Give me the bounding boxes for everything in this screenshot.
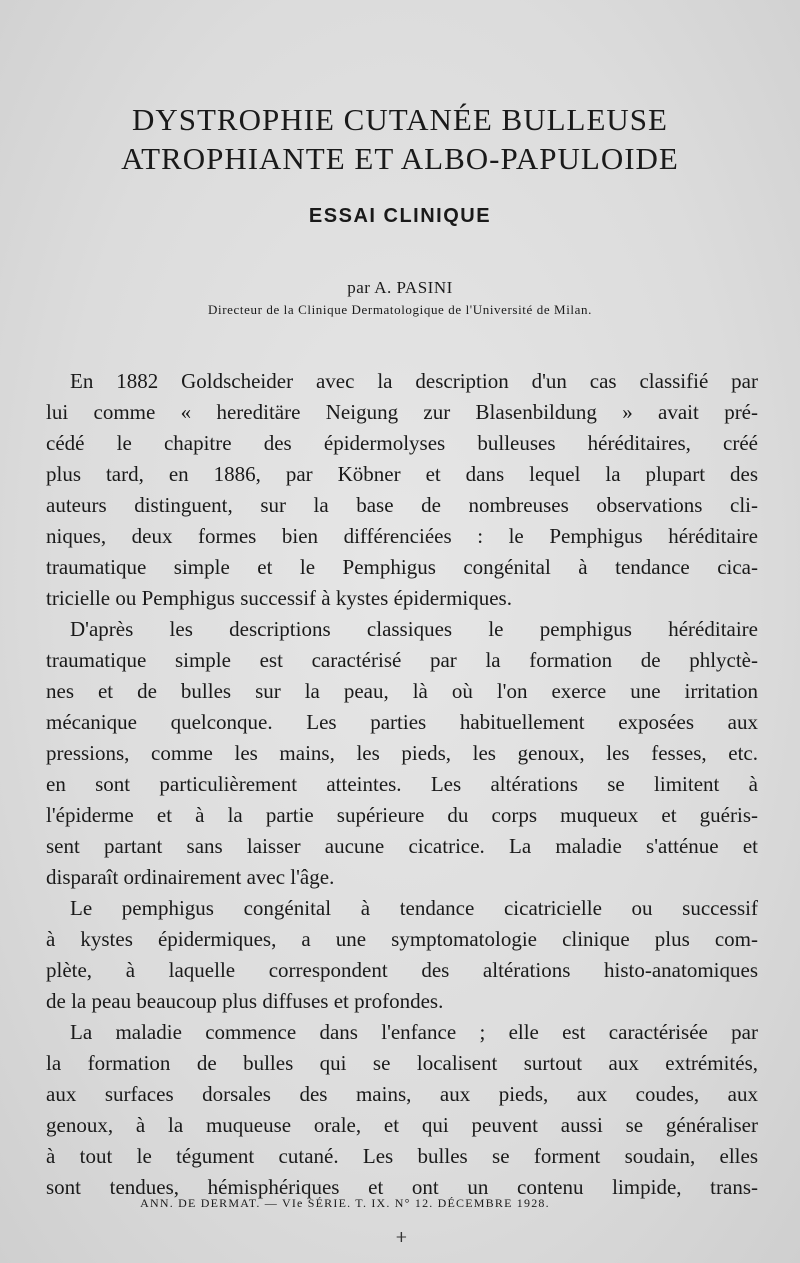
body-line: Le pemphigus congénital à tendance cicatricielle ou successif — [70, 896, 758, 920]
body-line: En 1882 Goldscheider avec la description d'un cas classifié par — [70, 369, 758, 393]
author-affiliation: Directeur de la Clinique Dermatologique de l'Université de Milan. — [208, 302, 592, 317]
body-line: la formation de bulles qui se localisent surtout aux extrémités, — [46, 1051, 758, 1075]
body-line: plus tard, en 1886, par Köbner et dans lequel la plupart des — [46, 462, 758, 486]
body-line: sent partant sans laisser aucune cicatrice. La maladie s'atténue et — [46, 834, 758, 858]
body-line: plète, à laquelle correspondent des altérations histo-anatomiques — [46, 958, 758, 982]
ink-speck: ⵜ — [396, 1231, 407, 1246]
body-line: pressions, comme les mains, les pieds, les genoux, les fesses, etc. — [46, 741, 758, 765]
body-line: sont tendues, hémisphériques et ont un contenu limpide, trans- — [46, 1175, 758, 1199]
page-footer-citation: ANN. DE DERMAT. — VIe SÉRIE. T. IX. N° 12. DÉCEMBRE 1928. — [140, 1196, 550, 1210]
body-line: disparaît ordinairement avec l'âge. — [46, 865, 335, 889]
article-subtitle: ESSAI CLINIQUE — [308, 205, 492, 227]
body-line: auteurs distinguent, sur la base de nombreuses observations cli- — [46, 493, 758, 517]
author-line: par A. PASINI — [347, 278, 453, 297]
body-line: cédé le chapitre des épidermolyses bulleuses héréditaires, créé — [46, 431, 758, 455]
article-title-line-1: DYSTROPHIE CUTANÉE BULLEUSE — [131, 102, 668, 137]
article-title-line-2: ATROPHIANTE ET ALBO-PAPULOIDE — [121, 141, 679, 176]
body-line: de la peau beaucoup plus diffuses et profondes. — [46, 989, 444, 1013]
body-line: l'épiderme et à la partie supérieure du corps muqueux et guéris- — [46, 803, 758, 827]
article-body — [46, 366, 758, 1203]
body-line: nes et de bulles sur la peau, là où l'on exerce une irritation — [46, 679, 758, 703]
body-line: La maladie commence dans l'enfance ; elle est caractérisée par — [70, 1020, 758, 1044]
body-line: traumatique simple est caractérisé par la formation de phlyctè- — [46, 648, 758, 672]
body-line: aux surfaces dorsales des mains, aux pieds, aux coudes, aux — [46, 1082, 758, 1106]
body-line: à kystes épidermiques, a une symptomatologie clinique plus com- — [46, 927, 758, 951]
body-line: traumatique simple et le Pemphigus congénital à tendance cica- — [46, 555, 758, 579]
body-line: lui comme « hereditäre Neigung zur Blasenbildung » avait pré- — [46, 400, 758, 424]
body-line: en sont particulièrement atteintes. Les altérations se limitent à — [46, 772, 758, 796]
body-line: genoux, à la muqueuse orale, et qui peuvent aussi se généraliser — [46, 1113, 758, 1137]
body-line: à tout le tégument cutané. Les bulles se forment soudain, elles — [46, 1144, 758, 1168]
body-line: niques, deux formes bien différenciées : le Pemphigus héréditaire — [46, 524, 758, 548]
body-line: D'après les descriptions classiques le pemphigus héréditaire — [70, 617, 758, 641]
body-line: mécanique quelconque. Les parties habituellement exposées aux — [46, 710, 758, 734]
body-line: tricielle ou Pemphigus successif à kystes épidermiques. — [46, 586, 512, 610]
